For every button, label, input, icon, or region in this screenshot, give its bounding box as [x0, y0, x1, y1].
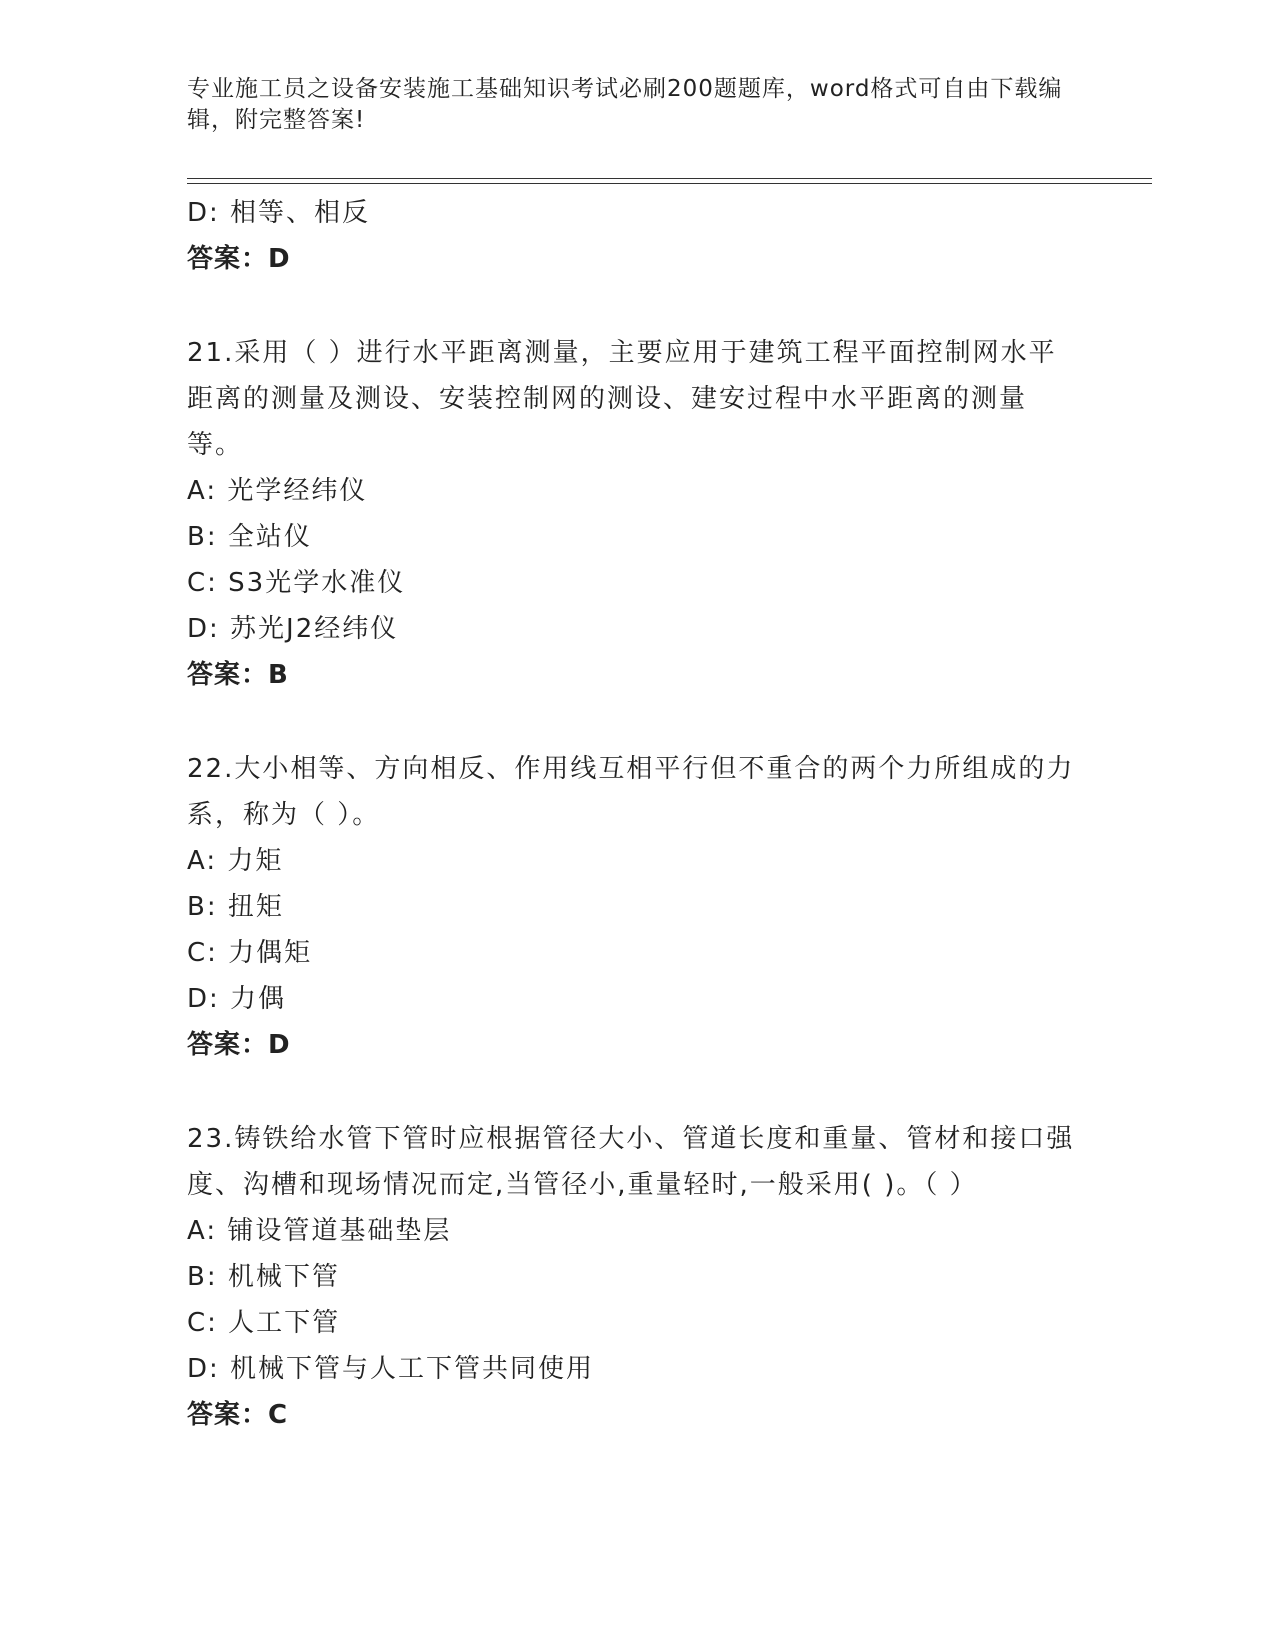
- option-b: B: 全站仪: [187, 522, 312, 552]
- option-a: A: 力矩: [187, 846, 284, 876]
- spacer: [187, 1068, 1077, 1116]
- option-b: B: 机械下管: [187, 1262, 340, 1292]
- question-text: 21.采用（ ）进行水平距离测量，主要应用于建筑工程平面控制网水平距离的测量及测设、安装控制网的测设、建安过程中水平距离的测量等。: [187, 338, 1057, 460]
- header-divider: [187, 178, 1152, 184]
- spacer: [187, 698, 1077, 746]
- question-block: [187, 330, 1077, 698]
- option-c: C: 人工下管: [187, 1308, 341, 1338]
- option-b: B: 扭矩: [187, 892, 284, 922]
- answer-line: 答案：C: [187, 1400, 289, 1430]
- option-d: D: 苏光J2经纬仪: [187, 614, 399, 644]
- option-a: A: 铺设管道基础垫层: [187, 1216, 452, 1246]
- document-body: [187, 190, 1077, 1438]
- question-text: 22.大小相等、方向相反、作用线互相平行但不重合的两个力所组成的力系，称为（ ）。: [187, 754, 1075, 830]
- answer-line: 答案：D: [187, 244, 291, 274]
- document-header: 专业施工员之设备安装施工基础知识考试必刷200题题库，word格式可自由下载编辑，附完整答案!: [187, 76, 1063, 133]
- option-d: D: 相等、相反: [187, 198, 371, 228]
- answer-line: 答案：B: [187, 660, 289, 690]
- option-d: D: 机械下管与人工下管共同使用: [187, 1354, 595, 1384]
- spacer: [187, 282, 1077, 330]
- answer-line: 答案：D: [187, 1030, 291, 1060]
- option-c: C: 力偶矩: [187, 938, 313, 968]
- question-text: 23.铸铁给水管下管时应根据管径大小、管道长度和重量、管材和接口强度、沟槽和现场情况而定,当管径小,重量轻时,一般采用( )。（ ）: [187, 1124, 1075, 1200]
- option-c: C: S3光学水准仪: [187, 568, 406, 598]
- question-block: [187, 746, 1077, 1068]
- option-a: A: 光学经纬仪: [187, 476, 368, 506]
- option-d: D: 力偶: [187, 984, 287, 1014]
- question-block: [187, 1116, 1077, 1438]
